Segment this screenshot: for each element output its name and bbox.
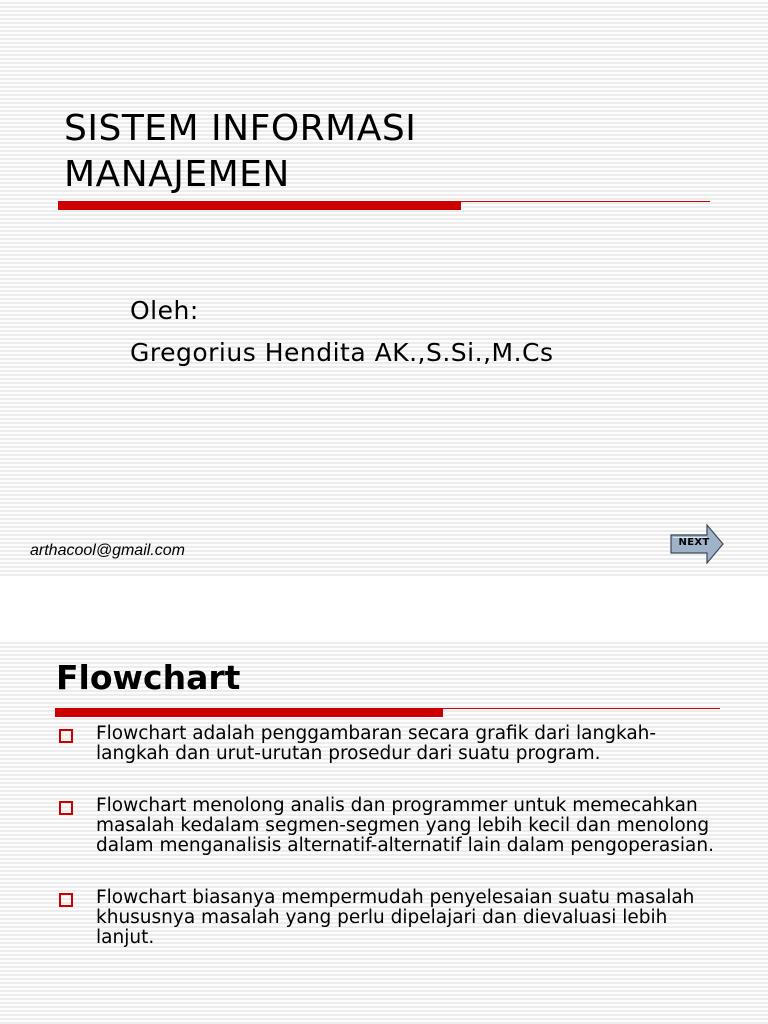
author-email[interactable]: arthacool@gmail.com (30, 542, 185, 559)
next-button[interactable] (670, 524, 724, 564)
title-divider-thick (58, 201, 461, 210)
hollow-square-bullet-icon (59, 801, 73, 815)
slide-title (64, 106, 704, 198)
next-button-label: NEXT (678, 537, 710, 548)
bullet-text: Flowchart biasanya mempermudah penyelesaian suatu masalah khususnya masalah yang perlu dipelajari dan dievaluasi lebih lanjut. (96, 887, 695, 948)
hollow-square-bullet-icon (59, 893, 73, 907)
list-item (57, 888, 717, 948)
subtitle-by-label: Oleh: (130, 296, 199, 325)
flowchart-slide (0, 640, 768, 1024)
list-item (57, 724, 717, 764)
bullet-list (57, 724, 717, 980)
title-line-1: SISTEM INFORMASI (64, 108, 417, 149)
title-divider-thick (55, 708, 443, 717)
bullet-text: Flowchart adalah penggambaran secara grafik dari langkah-langkah dan urut-urutan prosedur dari suatu program. (96, 723, 657, 764)
hollow-square-bullet-icon (59, 729, 73, 743)
list-item (57, 796, 717, 856)
bullet-text: Flowchart menolong analis dan programmer untuk memecahkan masalah kedalam segmen-segmen yang lebih kecil dan menolong dalam menganalisis alternatif-alternatif lain dalam pengoperasian. (96, 795, 714, 856)
title-line-2: MANAJEMEN (64, 154, 290, 195)
slide-title: Flowchart (56, 658, 241, 697)
author-name: Gregorius Hendita AK.,S.Si.,M.Cs (130, 338, 554, 367)
